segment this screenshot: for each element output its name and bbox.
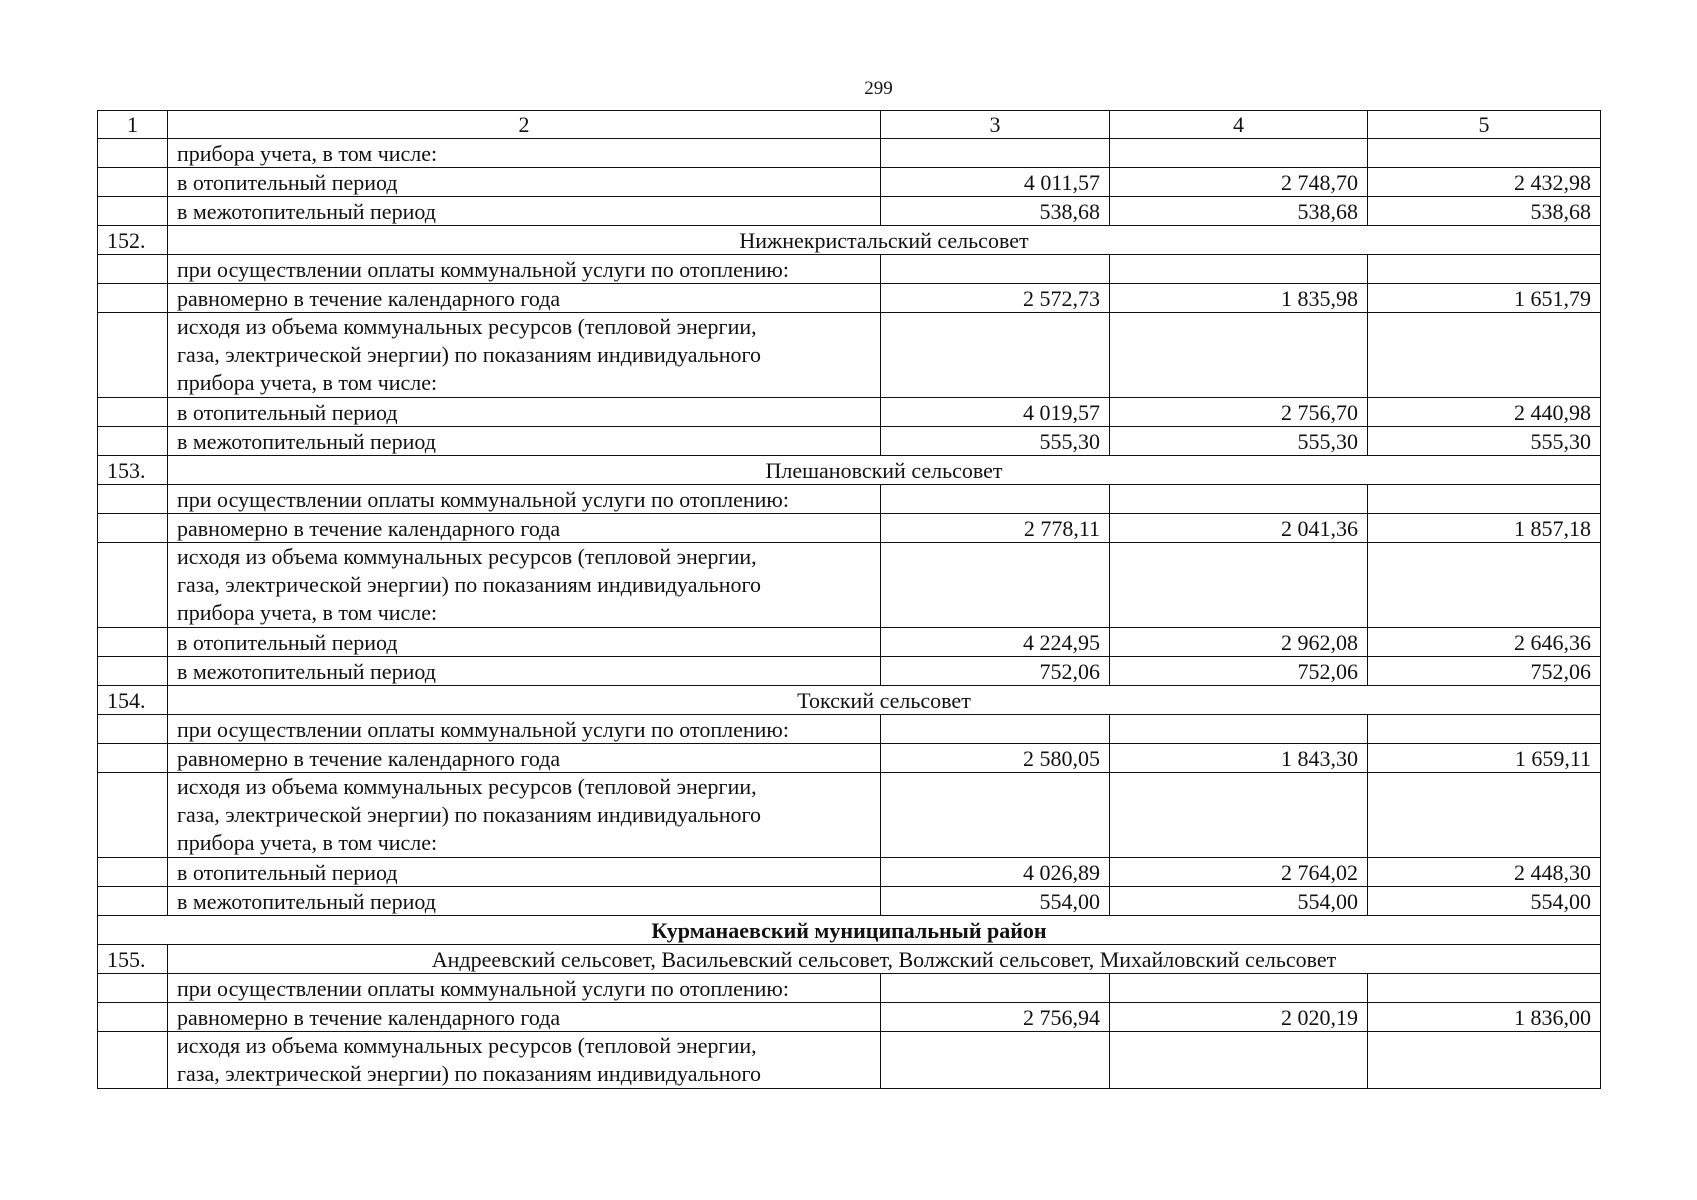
value-col5 xyxy=(1368,1032,1601,1089)
value-col3: 4 011,57 xyxy=(881,168,1110,197)
description-line: прибора учета, в том числе: xyxy=(177,830,438,855)
description-line: исходя из объема коммунальных ресурсов (тепловой энергии, xyxy=(177,544,757,569)
row-description-multiline xyxy=(168,1032,881,1089)
value-col5: 752,06 xyxy=(1368,657,1601,686)
value-col3: 4 224,95 xyxy=(881,628,1110,657)
table-header-row xyxy=(98,111,1601,139)
row-number-cell xyxy=(98,887,168,916)
table-row xyxy=(98,168,1601,197)
table-row xyxy=(98,398,1601,427)
value-col4 xyxy=(1110,485,1368,514)
row-description: в отопительный период xyxy=(168,628,881,657)
value-col3 xyxy=(881,485,1110,514)
row-description-multiline xyxy=(168,543,881,628)
table-row xyxy=(98,427,1601,456)
value-col3 xyxy=(881,715,1110,744)
value-col5: 554,00 xyxy=(1368,887,1601,916)
table-row xyxy=(98,744,1601,773)
district-title: Курманаевский муниципальный район xyxy=(98,916,1601,945)
value-col5: 1 659,11 xyxy=(1368,744,1601,773)
row-description: при осуществлении оплаты коммунальной услуги по отоплению: xyxy=(168,255,881,284)
table-row xyxy=(98,197,1601,226)
value-col5 xyxy=(1368,773,1601,858)
row-number-cell xyxy=(98,485,168,514)
table-row xyxy=(98,485,1601,514)
value-col4: 1 843,30 xyxy=(1110,744,1368,773)
value-col4: 554,00 xyxy=(1110,887,1368,916)
section-number: 152. xyxy=(98,226,168,255)
description-line: газа, электрической энергии) по показаниям индивидуального xyxy=(177,802,761,827)
value-col3: 555,30 xyxy=(881,427,1110,456)
row-description: в межотопительный период xyxy=(168,197,881,226)
row-description-multiline xyxy=(168,773,881,858)
table-row xyxy=(98,313,1601,398)
value-col5: 1 857,18 xyxy=(1368,514,1601,543)
description-line: газа, электрической энергии) по показаниям индивидуального xyxy=(177,342,761,367)
value-col5: 2 432,98 xyxy=(1368,168,1601,197)
table-row xyxy=(98,1003,1601,1032)
value-col5 xyxy=(1368,543,1601,628)
table-row xyxy=(98,887,1601,916)
description-line: исходя из объема коммунальных ресурсов (тепловой энергии, xyxy=(177,1033,757,1058)
district-row xyxy=(98,916,1601,945)
value-col4: 555,30 xyxy=(1110,427,1368,456)
table-row xyxy=(98,284,1601,313)
row-number-cell xyxy=(98,139,168,168)
page-number: 299 xyxy=(864,78,893,99)
value-col3: 2 572,73 xyxy=(881,284,1110,313)
row-description-multiline xyxy=(168,313,881,398)
table-row xyxy=(98,974,1601,1003)
value-col4: 752,06 xyxy=(1110,657,1368,686)
description-line: газа, электрической энергии) по показаниям индивидуального xyxy=(177,572,761,597)
row-number-cell xyxy=(98,313,168,398)
value-col5 xyxy=(1368,974,1601,1003)
value-col4: 2 764,02 xyxy=(1110,858,1368,887)
row-number-cell xyxy=(98,255,168,284)
row-number-cell xyxy=(98,1003,168,1032)
row-description: в межотопительный период xyxy=(168,887,881,916)
row-number-cell xyxy=(98,858,168,887)
value-col4: 2 962,08 xyxy=(1110,628,1368,657)
row-number-cell xyxy=(98,715,168,744)
section-title: Плешановский сельсовет xyxy=(168,456,1601,485)
column-number: 3 xyxy=(881,111,1110,139)
table-row xyxy=(98,514,1601,543)
section-number: 153. xyxy=(98,456,168,485)
section-number: 154. xyxy=(98,686,168,715)
section-number: 155. xyxy=(98,945,168,974)
value-col5: 1 836,00 xyxy=(1368,1003,1601,1032)
row-number-cell xyxy=(98,284,168,313)
value-col3 xyxy=(881,255,1110,284)
section-title: Андреевский сельсовет, Васильевский сельсовет, Волжский сельсовет, Михайловский сельсовет xyxy=(168,945,1601,974)
row-number-cell xyxy=(98,1032,168,1089)
row-number-cell xyxy=(98,427,168,456)
value-col3: 2 580,05 xyxy=(881,744,1110,773)
description-line: исходя из объема коммунальных ресурсов (тепловой энергии, xyxy=(177,774,757,799)
section-row xyxy=(98,226,1601,255)
section-title: Токский сельсовет xyxy=(168,686,1601,715)
value-col4: 538,68 xyxy=(1110,197,1368,226)
section-row xyxy=(98,945,1601,974)
value-col3 xyxy=(881,974,1110,1003)
value-col4: 2 748,70 xyxy=(1110,168,1368,197)
table-row xyxy=(98,628,1601,657)
value-col3: 538,68 xyxy=(881,197,1110,226)
description-line: прибора учета, в том числе: xyxy=(177,600,438,625)
value-col3: 2 756,94 xyxy=(881,1003,1110,1032)
value-col4 xyxy=(1110,543,1368,628)
row-description: равномерно в течение календарного года xyxy=(168,514,881,543)
table-row xyxy=(98,139,1601,168)
value-col3: 554,00 xyxy=(881,887,1110,916)
value-col5: 1 651,79 xyxy=(1368,284,1601,313)
value-col5: 538,68 xyxy=(1368,197,1601,226)
row-description: в отопительный период xyxy=(168,168,881,197)
row-description: в отопительный период xyxy=(168,398,881,427)
row-number-cell xyxy=(98,657,168,686)
row-description: при осуществлении оплаты коммунальной услуги по отоплению: xyxy=(168,485,881,514)
row-number-cell xyxy=(98,974,168,1003)
row-description: прибора учета, в том числе: xyxy=(168,139,881,168)
table-row xyxy=(98,255,1601,284)
row-number-cell xyxy=(98,744,168,773)
row-description: в межотопительный период xyxy=(168,657,881,686)
table-row xyxy=(98,858,1601,887)
row-description: в межотопительный период xyxy=(168,427,881,456)
row-number-cell xyxy=(98,773,168,858)
row-description: равномерно в течение календарного года xyxy=(168,1003,881,1032)
value-col5: 2 448,30 xyxy=(1368,858,1601,887)
value-col5 xyxy=(1368,255,1601,284)
row-description: в отопительный период xyxy=(168,858,881,887)
description-line: прибора учета, в том числе: xyxy=(177,370,438,395)
column-number: 5 xyxy=(1368,111,1601,139)
value-col4: 2 756,70 xyxy=(1110,398,1368,427)
value-col3 xyxy=(881,773,1110,858)
value-col4 xyxy=(1110,313,1368,398)
value-col3 xyxy=(881,313,1110,398)
value-col5: 2 440,98 xyxy=(1368,398,1601,427)
table-row xyxy=(98,773,1601,858)
description-line: газа, электрической энергии) по показаниям индивидуального xyxy=(177,1061,761,1086)
value-col4 xyxy=(1110,773,1368,858)
row-number-cell xyxy=(98,197,168,226)
value-col4 xyxy=(1110,715,1368,744)
value-col3: 2 778,11 xyxy=(881,514,1110,543)
value-col4: 1 835,98 xyxy=(1110,284,1368,313)
value-col4 xyxy=(1110,139,1368,168)
value-col4 xyxy=(1110,974,1368,1003)
value-col3: 752,06 xyxy=(881,657,1110,686)
section-row xyxy=(98,686,1601,715)
value-col3: 4 019,57 xyxy=(881,398,1110,427)
table-row xyxy=(98,715,1601,744)
section-title: Нижнекристальский сельсовет xyxy=(168,226,1601,255)
row-description: равномерно в течение календарного года xyxy=(168,744,881,773)
value-col3 xyxy=(881,543,1110,628)
tariff-table xyxy=(97,110,1601,1089)
section-row xyxy=(98,456,1601,485)
value-col5 xyxy=(1368,715,1601,744)
row-number-cell xyxy=(98,398,168,427)
table-row xyxy=(98,657,1601,686)
value-col5 xyxy=(1368,313,1601,398)
column-number: 1 xyxy=(98,111,168,139)
row-description: при осуществлении оплаты коммунальной услуги по отоплению: xyxy=(168,715,881,744)
value-col4: 2 041,36 xyxy=(1110,514,1368,543)
table-row xyxy=(98,1032,1601,1089)
value-col4 xyxy=(1110,255,1368,284)
column-number: 2 xyxy=(168,111,881,139)
value-col5: 555,30 xyxy=(1368,427,1601,456)
row-number-cell xyxy=(98,543,168,628)
value-col5: 2 646,36 xyxy=(1368,628,1601,657)
row-number-cell xyxy=(98,168,168,197)
value-col4 xyxy=(1110,1032,1368,1089)
value-col5 xyxy=(1368,485,1601,514)
row-description: при осуществлении оплаты коммунальной услуги по отоплению: xyxy=(168,974,881,1003)
description-line: исходя из объема коммунальных ресурсов (тепловой энергии, xyxy=(177,314,757,339)
row-number-cell xyxy=(98,514,168,543)
table-row xyxy=(98,543,1601,628)
value-col5 xyxy=(1368,139,1601,168)
value-col3 xyxy=(881,1032,1110,1089)
row-number-cell xyxy=(98,628,168,657)
value-col4: 2 020,19 xyxy=(1110,1003,1368,1032)
value-col3 xyxy=(881,139,1110,168)
column-number: 4 xyxy=(1110,111,1368,139)
value-col3: 4 026,89 xyxy=(881,858,1110,887)
row-description: равномерно в течение календарного года xyxy=(168,284,881,313)
